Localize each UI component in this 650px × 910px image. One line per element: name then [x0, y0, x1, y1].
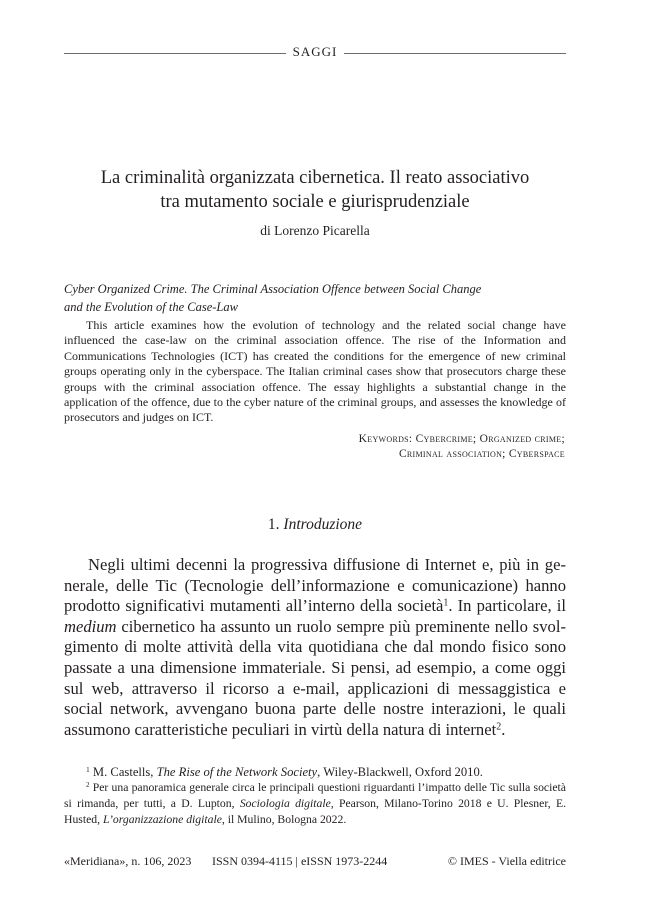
footnote-ref-1[interactable]: 1 — [443, 597, 449, 609]
header-rule-right — [344, 53, 566, 54]
footnote-text: , Pearson, Milano-Torino 2018 e U. Plesner, E. Husted, — [64, 797, 567, 827]
page-footer — [64, 854, 566, 870]
body-text-part: . In particolare, il — [448, 596, 566, 616]
footnote-mark-1: 1 — [86, 764, 90, 774]
keywords-line-1: Keywords: Cybercrime; Organized crime; — [358, 433, 565, 445]
body-text-part: cibernetico ha assunto un ruolo sempre più preminente nello svolgimento di molte attività della vita quotidiana che dal mondo fisico sono passate a una dimensione immateriale. Si pensi, ad esempio, a come oggi sul web, attraverso il ricorso a e-mail, applicazioni di messaggistica e social network, avvengano buona parte delle nostre interazioni, le quali assumono caratteristiche peculiari in virtù della natura di internet — [64, 616, 566, 739]
section-number: 1. — [267, 516, 280, 533]
footnote-text: , il Mulino, Bologna 2022. — [221, 813, 347, 827]
running-header — [64, 44, 566, 62]
footnotes — [64, 764, 566, 829]
footnote-1 — [64, 764, 566, 780]
body-text-part: Negli ultimi decenni la progressiva diffusione di Internet e, più in generale, delle Tic (Tecnologie dell’informazione e comunicazione) hanno prodotto significativi mutamenti all’interno della società — [64, 555, 566, 616]
body-text-part: . — [501, 719, 506, 739]
section-title: Introduzione — [283, 516, 363, 533]
footnote-text: M. Castells, — [89, 765, 157, 779]
article-author: di Lorenzo Picarella — [260, 223, 370, 238]
footnote-2 — [64, 780, 566, 829]
abstract-title-line-1: Cyber Organized Crime. The Criminal Association Offence between Social Change — [64, 282, 482, 296]
footnote-ref-2[interactable]: 2 — [496, 721, 502, 733]
section-heading — [64, 516, 566, 534]
article-title — [64, 166, 566, 214]
footer-issn: ISSN 0394-4115 | eISSN 1973-2244 — [212, 854, 388, 868]
article-title-line-2: tra mutamento sociale e giurisprudenziale — [160, 192, 470, 212]
footer-journal: «Meridiana», n. 106, 2023 — [64, 854, 192, 868]
abstract-title-line-2: and the Evolution of the Case-Law — [64, 300, 238, 314]
footnote-text: Per una panoramica generale circa le principali questioni riguardanti l’impatto delle Tic sulla società si rimanda, per tutti, a D. Lupton, — [64, 781, 566, 811]
footnote-mark-2: 2 — [86, 781, 90, 790]
abstract-text: This article examines how the evolution of technology and the related social change have influenced the case-law on the criminal association offence. The rise of the Information and Communications Technologies (ICT) has created the conditions for the emergence of new criminal groups operating only in the cyberspace. The Italian criminal cases show that prosecutors charge these groups with the criminal association offence. The essay highlights a substantial change in the application of the offence, due to the cyber nature of the criminal groups, and assesses the knowledge of prosecutors and judges on ICT. — [64, 318, 566, 425]
footer-copyright: © IMES - Viella editrice — [447, 854, 566, 868]
footnote-book-title: L’organizzazione digitale — [102, 813, 222, 827]
footnote-text: , Wiley-Blackwell, Oxford 2010. — [317, 765, 483, 779]
footnote-book-title: The Rise of the Network Society — [156, 765, 318, 779]
section-label: SAGGI — [292, 44, 338, 59]
keywords-line-2: Criminal association; Cyberspace — [398, 448, 565, 460]
footnote-book-title: Sociologia digitale — [239, 797, 331, 811]
body-emphasis: medium — [64, 616, 117, 636]
abstract-title — [64, 280, 566, 316]
article-title-line-1: La criminalità organizzata cibernetica. Il reato associativo — [100, 168, 530, 188]
keywords — [215, 432, 565, 462]
body-paragraph — [64, 555, 566, 740]
